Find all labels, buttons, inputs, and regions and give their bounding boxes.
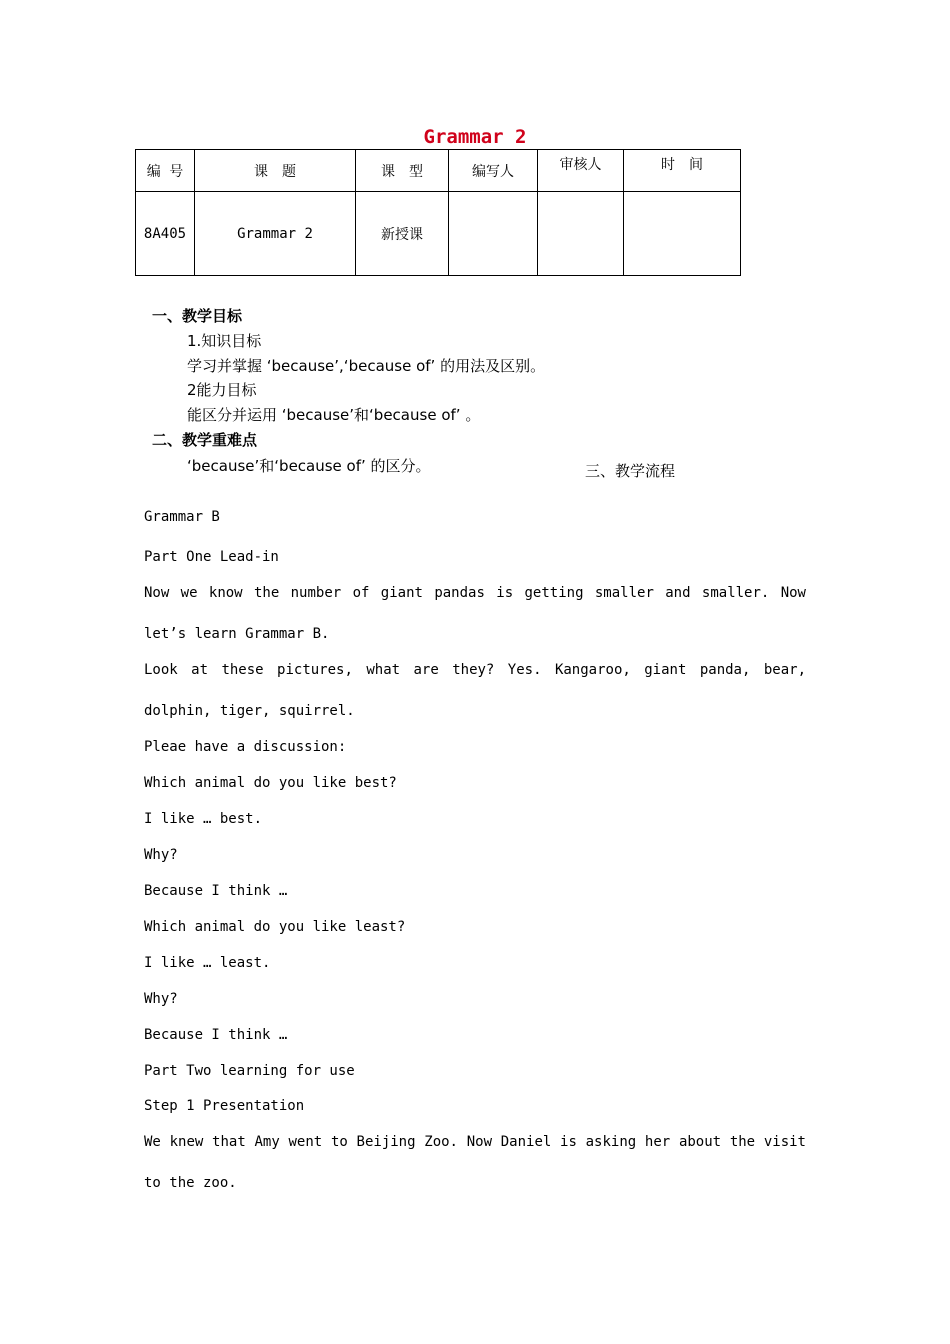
body-paragraph: Look at these pictures, what are they? Yes. Kangaroo, giant panda, bear, dolphin, tiger, squirrel. bbox=[144, 662, 806, 719]
teaching-flow-heading: 三、教学流程 bbox=[585, 462, 676, 480]
value-lesson-type: 新授课 bbox=[356, 192, 449, 276]
body-paragraph: Now we know the number of giant pandas is getting smaller and smaller. Now let’s learn Grammar B. bbox=[144, 585, 806, 642]
value-time bbox=[624, 192, 741, 276]
lesson-info-table bbox=[135, 149, 741, 276]
header-number: 编 号 bbox=[136, 150, 195, 192]
body-line: Part Two learning for use bbox=[144, 1063, 355, 1079]
header-time: 时 间 bbox=[624, 150, 741, 192]
knowledge-objective-text: 学习并掌握 ‘because’,‘because of’ 的用法及区别。 bbox=[187, 357, 546, 375]
key-points-text: ‘because’和‘because of’ 的区分。 bbox=[187, 457, 431, 475]
ability-objective-text: 能区分并运用 ‘because’和‘because of’ 。 bbox=[187, 406, 481, 424]
ability-objective-title: 2能力目标 bbox=[187, 381, 257, 399]
body-line: Part One Lead-in bbox=[144, 549, 279, 565]
body-line: Which animal do you like best? bbox=[144, 775, 397, 791]
body-line: Grammar B bbox=[144, 509, 220, 525]
body-line: Because I think … bbox=[144, 883, 288, 899]
key-points-heading: 二、教学重难点 bbox=[152, 431, 258, 449]
objectives-heading: 一、教学目标 bbox=[152, 307, 243, 325]
body-line: Because I think … bbox=[144, 1027, 288, 1043]
header-author: 编写人 bbox=[449, 150, 538, 192]
table-header-row bbox=[136, 150, 741, 192]
body-line: Pleae have a discussion: bbox=[144, 739, 347, 755]
header-lesson-type: 课 型 bbox=[356, 150, 449, 192]
body-line: Why? bbox=[144, 991, 178, 1007]
value-author bbox=[449, 192, 538, 276]
knowledge-objective-title: 1.知识目标 bbox=[187, 332, 262, 350]
body-line: I like … least. bbox=[144, 955, 271, 971]
table-value-row bbox=[136, 192, 741, 276]
value-topic: Grammar 2 bbox=[195, 192, 356, 276]
value-number: 8A405 bbox=[136, 192, 195, 276]
body-paragraph: We knew that Amy went to Beijing Zoo. Now Daniel is asking her about the visit to the zoo. bbox=[144, 1134, 806, 1191]
header-topic: 课 题 bbox=[195, 150, 356, 192]
body-line: I like … best. bbox=[144, 811, 263, 827]
body-line: Which animal do you like least? bbox=[144, 919, 406, 935]
value-reviewer bbox=[538, 192, 624, 276]
header-reviewer: 审核人 bbox=[538, 150, 624, 192]
body-line: Step 1 Presentation bbox=[144, 1098, 305, 1114]
body-line: Why? bbox=[144, 847, 178, 863]
document-title: Grammar 2 bbox=[423, 126, 527, 148]
